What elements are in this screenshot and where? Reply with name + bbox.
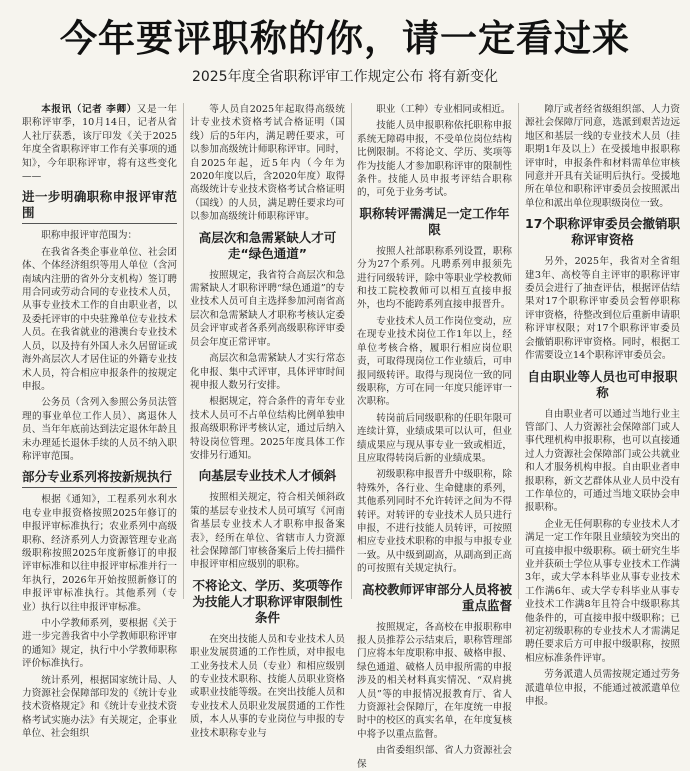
section-heading: 17个职称评审委员会撤销职称评审资格 xyxy=(525,216,680,248)
paragraph: 等人员自2025年起取得高级统计专业技术资格考试合格证明（国线）后的5年内，满足聘任要求，可以参加高级统计师职称评审。同时，自2025年起，近5年内（今年为2020年度以后，含2020年度）取得高级统计专业技术资格考试合格证明（国线）的人员，满足聘任要求均可以参加高级统计师职称评审。 xyxy=(190,104,345,223)
section-heading: 职称转评需满足一定工作年限 xyxy=(359,205,510,237)
paragraph: 职称申报评审范围为： xyxy=(41,230,138,242)
paragraph: 技能人员申报职称依托职称申报系统无障碍申报，不受单位岗位结构比例限制。不将论文、学历、奖项等作为技能人才参加职称评审的限制性条件。技能人员申报考评结合职称的，可免于业务考试。 xyxy=(357,120,512,199)
paragraph: 专业技术人员工作岗位变动，应在现专业技术岗位工作1年以上，经单位考核合格，履职行相应岗位职责，可取得现岗位工作业绩后，可申报同级转评。取得与现岗位一致的同级职称，方可在同一年度只能评审一次职称。 xyxy=(357,315,512,408)
section-heading: 部分专业系列将按新规执行 xyxy=(22,469,177,488)
paragraph: 障厅或者经省级组织部、人力资源社会保障厅同意，选派到艰苦边远地区和基层一线的专业技术人员（挂职期1年及以上）在受援地申报职称评审时，申报条件和材料需单位审核同意并开具有关证明后执行。受援地所在单位和职称评审委员会按照派出单位和派出单位现职级岗位一致。 xyxy=(525,104,680,209)
paragraph: 按照规定，我省符合高层次和急需紧缺人才职称评聘“绿色通道”的专业技术人员可自主选择参加河南省高层次和急需紧缺人才职称考核认定委员会评审或者各系列高级职称评审委员会年度正常评审。 xyxy=(190,269,345,348)
paragraph: 在我省各类企事业单位、社会团体、个体经济组织等用人单位（含河南域内注册的省外分支机构）签订聘用合同或劳动合同的专业技术人员，从事专业技术工作的自由职业者，以及委托评审的中央驻豫单位专业技术人员。在我省就业的港澳台专业技术人员，以及持有外国人永久居留证或海外高层次人才居住证的外籍专业技术人员，符合相应申报条件的按规定申报。 xyxy=(22,246,177,392)
paragraph: 按照相关规定，符合相关倾斜政策的基层专业技术人员可填写《河南省基层专业技术人才职称申报备案表》，经所在单位、省辖市人力资源社会保障部门审核备案后上传扫描件申报评审相应级别的职称。 xyxy=(190,492,345,571)
paragraph: 按照人社部职称系列设置，职称分为27个系列。凡聘系列申报须先进行同级转评，除中等职业学校教师和技工院校教师可以相互直接申报外，也均不能跨系列直接申报晋升。 xyxy=(357,245,512,311)
column-divider xyxy=(351,103,352,599)
subheadline: 2025年度全省职称评审工作规定公布 将有新变化 xyxy=(191,69,499,85)
column-divider xyxy=(183,103,184,599)
paragraph: 转岗前后同级职称的任职年限可连续计算，业绩成果可以认可，但业绩成果应与现从事专业一致或相近，且应取得转岗后新的业绩成果。 xyxy=(357,412,512,464)
paragraph: 在突出技能人员和专业技术人员职业发展贯通的工作性质，对申报电工业务技术人员（专业）和相应级别的专业技术职称、技能人员职业资格或职业技能等级。在突出技能人员和专业技术人员职业发展贯通的工作性质，本人从事的专业岗位与申报的专业技术职称专业与 xyxy=(190,633,345,739)
paragraph: 职业（工种）专业相同或相近。 xyxy=(376,104,511,115)
paragraph: 按照规定，各高校在申报职称申报人员推荐公示结束后，职称管理部门应将本年度职称申报、破格申报、绿色通道、破格人员申报所需的申报涉及的相关材料真实情况、“双肩挑人员”等的申报情况报教育厅、省人力资源社会保障厅，在年度统一申报时中的校区的真实名单，在年度复核中将予以重点监督。 xyxy=(357,621,512,740)
paragraph: 统计系列，根据国家统计局、人力资源社会保障部印发的《统计专业技术资格规定》和《统计专业技术资格考试实施办法》有关规定，企事业单位、社会组织 xyxy=(22,674,177,740)
section-heading: 自由职业等人员也可申报职称 xyxy=(527,368,678,400)
byline: 本报讯（记者 李卿） xyxy=(41,104,137,115)
paragraph: 由省委组织部、省人力资源社会保 xyxy=(357,745,512,770)
section-heading: 高校教师评审部分人员将被重点监督 xyxy=(361,581,512,613)
paragraph: 高层次和急需紧缺人才实行常态化申报、集中式评审，具体评审时间视申报人数另行安排。 xyxy=(190,353,345,391)
lead-text: 又是一年职称评审季，10月14日，记者从省人社厅获悉，该厅印发《关于2025年度全省职称评审工作有关事项的通知》，今年职称评审，将有这些变化—— xyxy=(22,104,178,183)
paragraph: 公务员（含列入参照公务员法管理的事业单位工作人员）、离退休人员、当年年底前达到法定退休年龄且未办理延长退休手续的人员不纳入职称评审范围。 xyxy=(22,397,177,462)
article-column-4 xyxy=(525,103,680,708)
section-heading: 高层次和急需紧缺人才可走“绿色通道” xyxy=(198,229,337,261)
section-heading: 不将论文、学历、奖项等作为技能人才职称评审限制性条件 xyxy=(192,577,343,625)
section-heading: 进一步明确职称申报评审范围 xyxy=(22,189,177,224)
paragraph: 自由职业者可以通过当地行业主管部门、人力资源社会保障部门或人事代理机构申报职称，也可以直接通过人力资源社会保障部门或公共就业和人才服务机构申报。自由职业者申报职称，新文艺群体从业人员中没有工作单位的，可通过当地文联协会申报职称。 xyxy=(525,408,680,514)
paragraph: 另外，2025年，我省对全省组建3年、高校等自主评审的职称评审委员会进行了抽查评估，根据评估结果对17个职称评审委员会暂停职称评审资格，待整改到位后重新申请职称评审权限；对17个职称评审委员会撤销职称评审资格。同时，根据工作需要设立14个职称评审委员会。 xyxy=(525,256,680,362)
paragraph: 根据《通知》，工程系列水利水电专业申报资格按照2025年修订的申报评审标准执行；农业系列中高级职称、经济系列人力资源管理专业高级职称按照2025年度新修订的申报评审标准和以往申报评审标准并行一年执行，2026年开始按照新修订的申报评审标准执行。其他系列（专业）执行以往申报评审标准。 xyxy=(22,494,177,613)
section-heading: 向基层专业技术人才倾斜 xyxy=(198,468,337,484)
paragraph: 根据规定，符合条件的青年专业技术人员可不占单位结构比例单独申报高级职称评考核认定，通过后纳入特设岗位管理。2025年度具体工作安排另行通知。 xyxy=(190,396,345,461)
article-column-3 xyxy=(357,103,512,770)
paragraph: 中小学教师系列，要根据《关于进一步完善我省中小学教师职称评审的通知》规定，执行中小学教师职称评价标准执行。 xyxy=(22,618,177,670)
paragraph: 劳务派遣人员需按规定通过劳务派遣单位申报，不能通过被派遣单位申报。 xyxy=(525,669,680,708)
article-column-1 xyxy=(22,103,178,740)
paragraph: 企业无任何职称的专业技术人才满足一定工作年限且业绩较为突出的可直接申报中级职称。硕士研究生毕业并获硕士学位从事专业技术工作满3年，或大学本科毕业从事专业技术工作满6年、或大学专科毕业从事专业技术工作满8年且符合中级职称其他条件的，可直接申报中级职称；已初定初级职称的专业技术人才需满足聘任要求后方可申报中级职称，按照相应标准条件评审。 xyxy=(525,518,680,664)
lead-paragraph xyxy=(22,103,177,183)
headline: 今年要评职称的你，请一定看过来 xyxy=(60,17,630,60)
article-column-2 xyxy=(190,103,345,739)
paragraph: 初级职称申报晋升中级职称，除特殊外，各行业、生命健康的系列，其他系列同时不允许转评之间为不得转评。对转评的专业技术人员只进行申报，不进行技能人员转评，可按照相应专业技术职称的申报与申报专业一致。从中级到副高，从副高到正高的可按照有关规定执行。 xyxy=(357,469,512,575)
column-divider xyxy=(518,103,519,599)
